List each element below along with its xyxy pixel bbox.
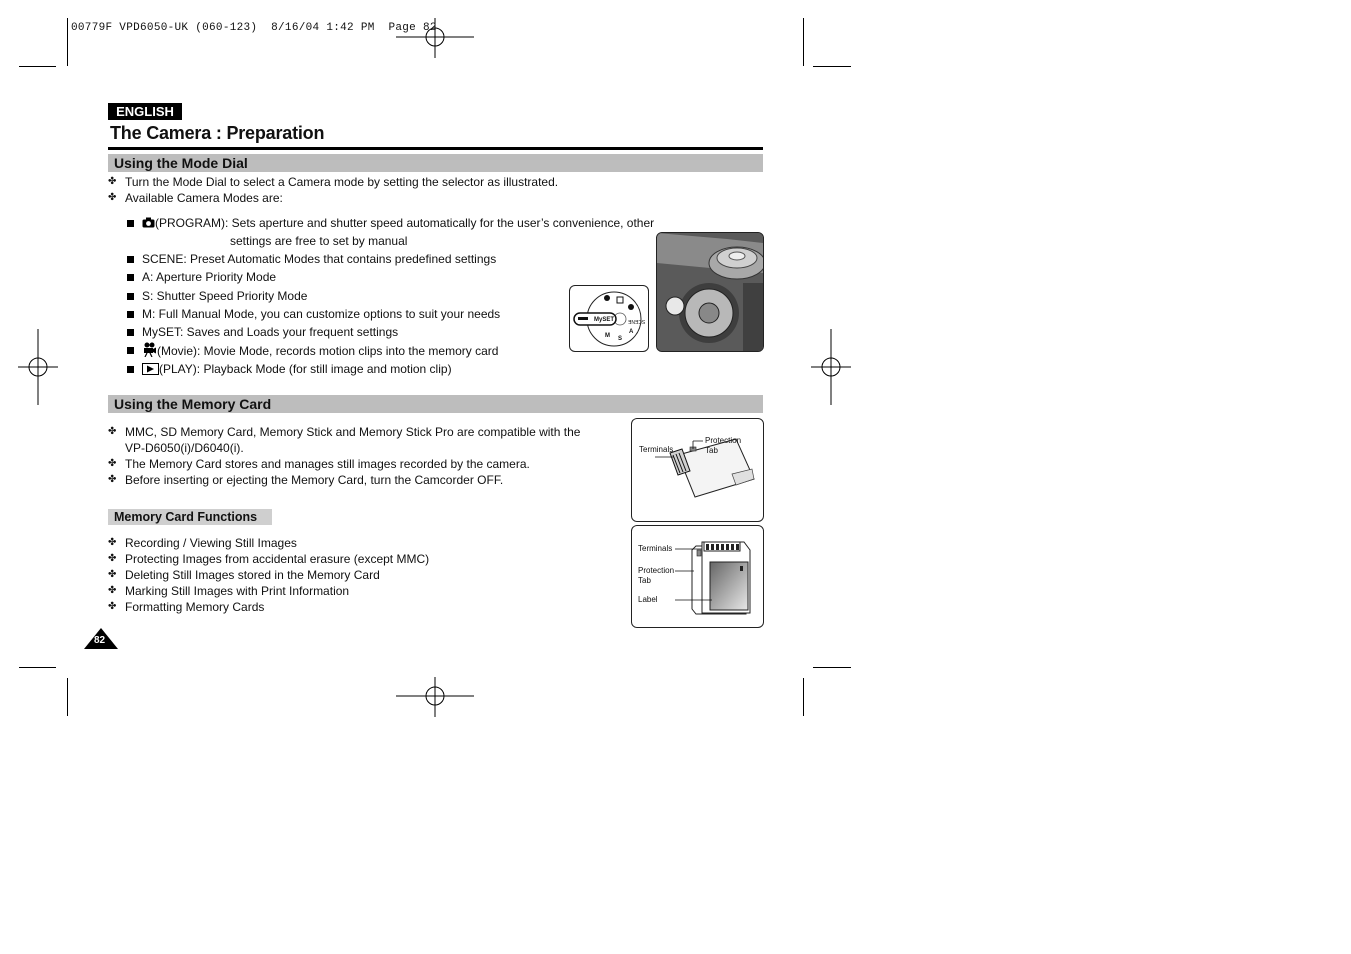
list-item: ✤ Recording / Viewing Still Images bbox=[108, 536, 297, 550]
sd-label-protection: Protection bbox=[638, 566, 675, 575]
camera-icon bbox=[142, 217, 155, 228]
page-number: 82 bbox=[94, 635, 106, 646]
mode-aperture: A: Aperture Priority Mode bbox=[142, 269, 276, 285]
page-number-badge bbox=[84, 628, 118, 654]
language-tab: ENGLISH bbox=[108, 103, 182, 120]
sd-label-label: Label bbox=[638, 595, 658, 604]
registration-mark-bottom bbox=[396, 677, 474, 717]
section-heading-memory-card: Using the Memory Card bbox=[108, 395, 763, 413]
dial-label-s: S bbox=[618, 336, 623, 342]
mode-program: (PROGRAM): Sets aperture and shutter speed automatically for the user’s convenience, other bbox=[142, 215, 654, 231]
dial-label-myset: MySET bbox=[594, 317, 615, 323]
list-item: ✤ Available Camera Modes are: bbox=[108, 191, 283, 205]
mode-play: (PLAY): Playback Mode (for still image and motion clip) bbox=[142, 361, 452, 377]
sd-card-figure bbox=[631, 525, 764, 628]
stick-label-tab: Tab bbox=[705, 446, 718, 455]
play-icon bbox=[142, 363, 159, 375]
stick-label-protection: Protection bbox=[705, 436, 742, 445]
mode-program-continued: settings are free to set by manual bbox=[230, 234, 408, 248]
dial-label-scene: SCENE bbox=[628, 318, 646, 324]
section-heading-mode-dial: Using the Mode Dial bbox=[108, 154, 763, 172]
camera-body-illustration bbox=[657, 233, 763, 351]
list-item: ✤ Turn the Mode Dial to select a Camera mode by setting the selector as illustrated. bbox=[108, 175, 559, 189]
list-item: ✤ The Memory Card stores and manages still images recorded by the camera. bbox=[108, 457, 530, 471]
sd-label-tab: Tab bbox=[638, 576, 651, 585]
list-item: ✤ Marking Still Images with Print Information bbox=[108, 584, 350, 598]
mode-scene: SCENE: Preset Automatic Modes that contains predefined settings bbox=[142, 251, 496, 267]
mode-manual: M: Full Manual Mode, you can customize options to suit your needs bbox=[142, 306, 500, 322]
list-item: ✤ Protecting Images from accidental erasure (except MMC) bbox=[108, 552, 430, 566]
dial-label-m: M bbox=[605, 333, 610, 339]
mode-movie: (Movie): Movie Mode, records motion clips into the memory card bbox=[142, 342, 498, 359]
mode-myset: MySET: Saves and Loads your frequent settings bbox=[142, 324, 398, 340]
stick-label-terminals: Terminals bbox=[639, 445, 674, 454]
title-rule bbox=[108, 147, 763, 150]
registration-mark-right bbox=[811, 329, 851, 405]
list-item-continued: VP-D6050(i)/D6040(i). bbox=[125, 441, 244, 455]
subsection-heading-functions: Memory Card Functions bbox=[108, 509, 272, 525]
camera-body-figure bbox=[656, 232, 764, 352]
sd-card-illustration bbox=[632, 526, 763, 627]
movie-camera-icon bbox=[142, 342, 157, 357]
dial-label-a: A bbox=[629, 329, 634, 335]
memory-stick-illustration bbox=[632, 419, 763, 521]
mode-shutter: S: Shutter Speed Priority Mode bbox=[142, 288, 307, 304]
registration-mark-left bbox=[18, 329, 58, 405]
list-item: ✤ Deleting Still Images stored in the Memory Card bbox=[108, 568, 380, 582]
print-header: 00779F VPD6050-UK (060-123) 8/16/04 1:42 PM Page 82 bbox=[71, 22, 437, 34]
memory-stick-figure bbox=[631, 418, 764, 522]
list-item: ✤ Before inserting or ejecting the Memory Card, turn the Camcorder OFF. bbox=[108, 473, 504, 487]
list-item: ✤ MMC, SD Memory Card, Memory Stick and Memory Stick Pro are compatible with the bbox=[108, 425, 581, 439]
mode-dial-figure bbox=[569, 285, 649, 352]
list-item: ✤ Formatting Memory Cards bbox=[108, 600, 265, 614]
page-title: The Camera : Preparation bbox=[110, 123, 325, 143]
sd-label-terminals: Terminals bbox=[638, 544, 673, 553]
